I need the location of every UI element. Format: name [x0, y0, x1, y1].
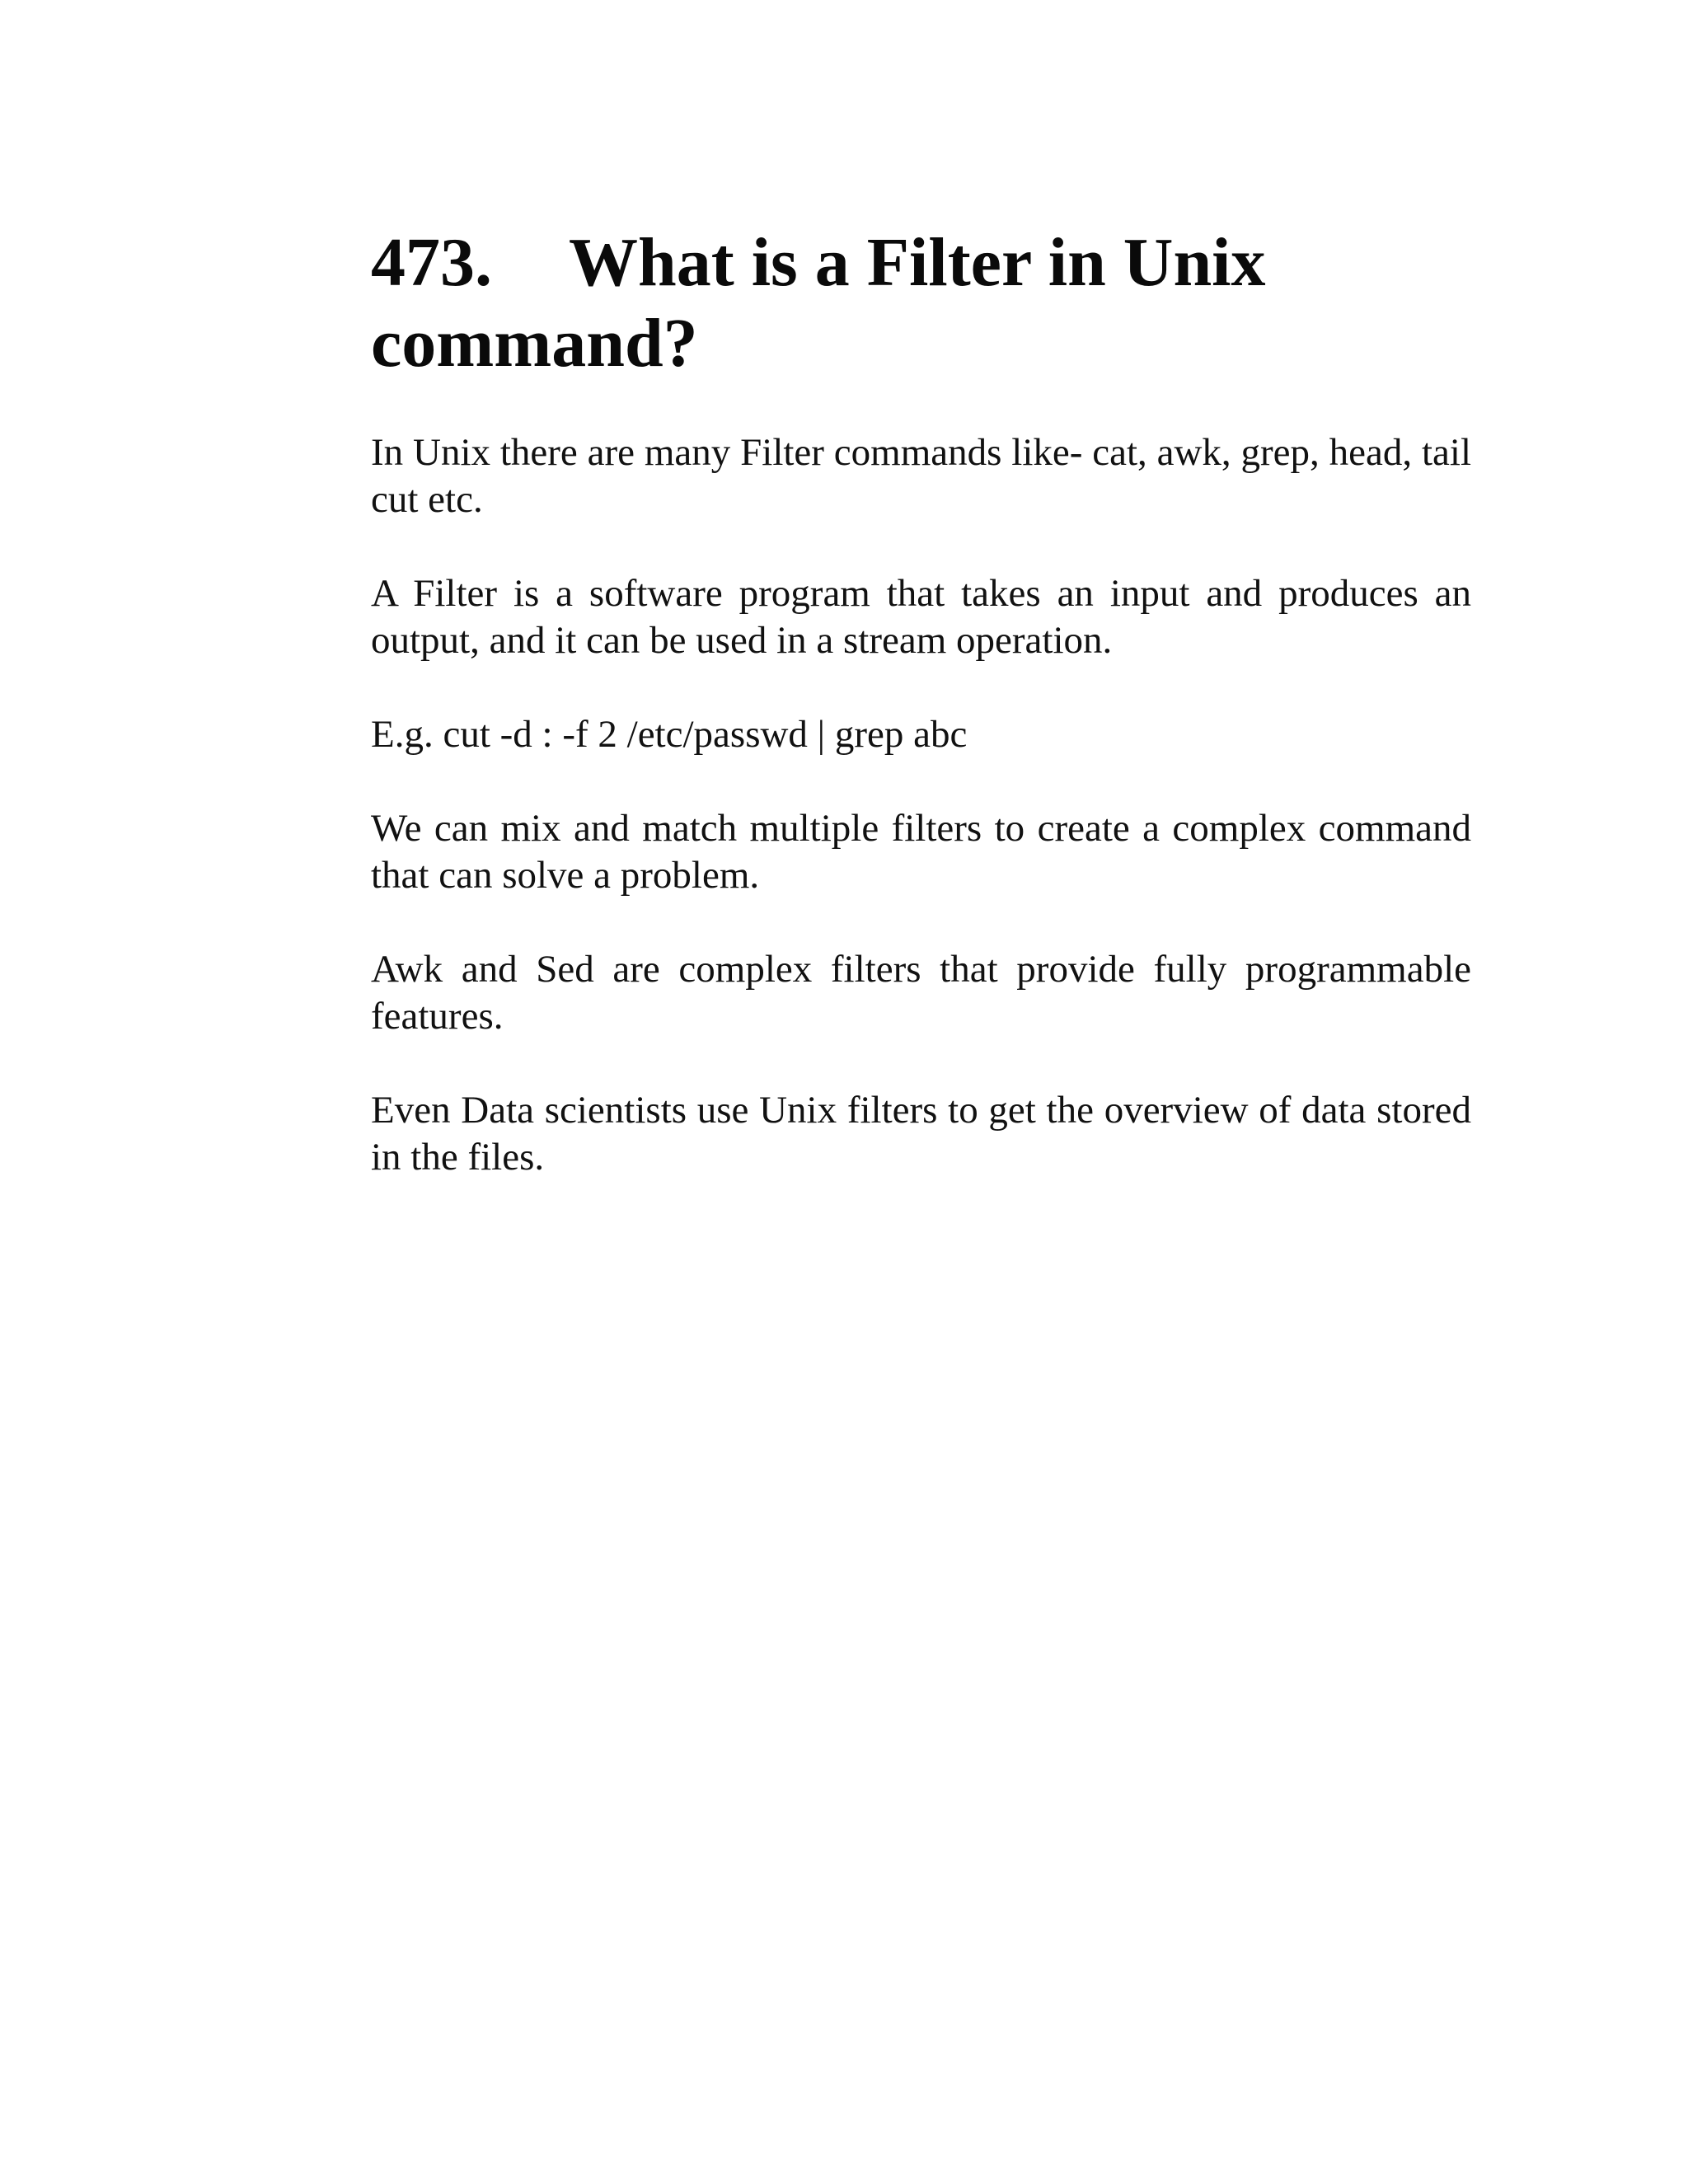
paragraph-awk-sed: Awk and Sed are complex filters that provide fully programmable features. — [371, 948, 1471, 1038]
paragraph-example: E.g. cut -d : -f 2 /etc/passwd | grep abc — [371, 713, 968, 756]
paragraph-filter-commands: In Unix there are many Filter commands like- cat, awk, grep, head, tail cut etc. — [371, 431, 1471, 521]
question-title-line1: What is a Filter in Unix — [569, 224, 1266, 301]
paragraph-filter-definition: A Filter is a software program that takes an input and produces an output, and it can be used in a stream operation. — [371, 572, 1471, 662]
question-heading — [371, 223, 1471, 384]
document-page — [371, 223, 1471, 1228]
paragraph-data-scientists: Even Data scientists use Unix filters to get the overview of data stored in the files. — [371, 1089, 1471, 1179]
question-number: 473. — [371, 224, 492, 301]
question-title-line2: command? — [371, 305, 698, 382]
paragraph-mix-filters: We can mix and match multiple filters to create a complex command that can solve a problem. — [371, 807, 1471, 897]
